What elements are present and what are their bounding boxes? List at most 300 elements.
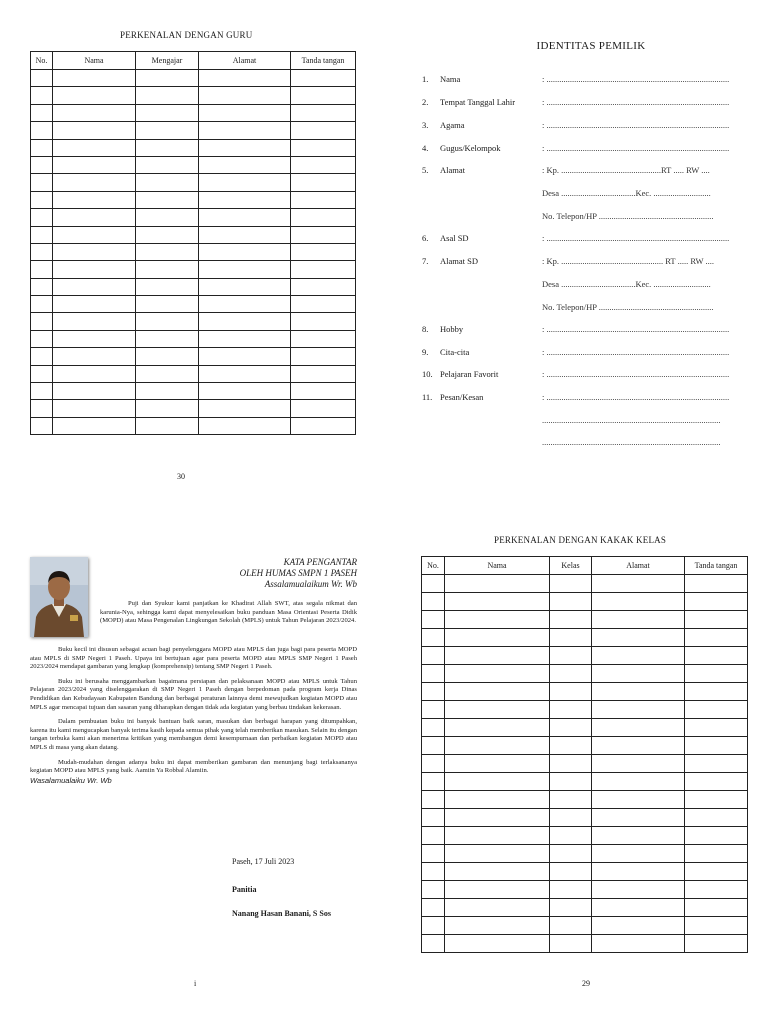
field-value-blank[interactable]: Desa ...................................Kec. ........................... (542, 188, 711, 198)
field-value-blank[interactable]: : Kp. ...............................................RT ..... RW .... (542, 165, 710, 175)
table-row (422, 593, 748, 611)
table-cell[interactable] (550, 683, 592, 701)
table-cell[interactable] (685, 575, 748, 593)
table-row (422, 647, 748, 665)
table-cell[interactable] (592, 575, 685, 593)
table-cell[interactable] (31, 278, 53, 295)
table-cell[interactable] (31, 139, 53, 156)
table-cell[interactable] (550, 845, 592, 863)
table-cell[interactable] (136, 278, 199, 295)
field-value-blank[interactable]: Desa ...................................Kec. ........................... (542, 279, 711, 289)
table-cell[interactable] (53, 313, 136, 330)
field-value-blank[interactable]: No. Telepon/HP ...................................................... (542, 302, 714, 312)
table-cell[interactable] (31, 348, 53, 365)
table-cell[interactable] (445, 809, 550, 827)
identity-field-row (422, 437, 748, 449)
place-date: Paseh, 17 Juli 2023 (232, 857, 295, 866)
table-cell[interactable] (592, 845, 685, 863)
table-cell[interactable] (291, 226, 356, 243)
table-cell[interactable] (550, 647, 592, 665)
table-cell[interactable] (592, 899, 685, 917)
table-cell[interactable] (291, 296, 356, 313)
table-cell[interactable] (422, 593, 445, 611)
table-cell[interactable] (445, 863, 550, 881)
guru-table (30, 51, 356, 435)
field-number: 11. (422, 392, 433, 402)
table-cell[interactable] (199, 226, 291, 243)
field-value-blank[interactable]: : ...................................................................................... (542, 74, 730, 84)
table-cell[interactable] (445, 755, 550, 773)
identity-field-row (422, 369, 748, 381)
table-cell[interactable] (422, 809, 445, 827)
table-cell[interactable] (445, 665, 550, 683)
table-row (31, 87, 356, 104)
table-cell[interactable] (53, 156, 136, 173)
identity-field-row (422, 233, 748, 245)
table-cell[interactable] (136, 122, 199, 139)
table-cell[interactable] (136, 296, 199, 313)
table-cell[interactable] (53, 191, 136, 208)
table-cell[interactable] (445, 719, 550, 737)
table-cell[interactable] (445, 935, 550, 953)
table-cell[interactable] (53, 383, 136, 400)
table-cell[interactable] (53, 226, 136, 243)
table-cell[interactable] (53, 122, 136, 139)
table-cell[interactable] (199, 243, 291, 260)
table-cell[interactable] (592, 611, 685, 629)
field-number: 1. (422, 74, 429, 84)
table-cell[interactable] (291, 417, 356, 434)
field-value-blank[interactable]: : ...................................................................................... (542, 392, 730, 402)
table-row (31, 330, 356, 347)
table-cell[interactable] (592, 827, 685, 845)
table-cell[interactable] (592, 935, 685, 953)
table-cell[interactable] (445, 899, 550, 917)
table-cell[interactable] (31, 156, 53, 173)
column-header-alamat: Alamat (199, 52, 291, 70)
table-cell[interactable] (550, 773, 592, 791)
table-cell[interactable] (31, 226, 53, 243)
table-cell[interactable] (31, 122, 53, 139)
field-value-blank[interactable]: : ...................................................................................... (542, 324, 730, 334)
table-cell[interactable] (550, 701, 592, 719)
table-cell[interactable] (685, 629, 748, 647)
foreword-greeting: Assalamualaikum Wr. Wb (264, 579, 357, 589)
table-cell[interactable] (592, 593, 685, 611)
table-cell[interactable] (291, 261, 356, 278)
table-cell[interactable] (31, 417, 53, 434)
table-cell[interactable] (53, 348, 136, 365)
foreword-paragraph-2: Buku kecil ini disusun sebagai acuan bagi penyelenggara MOPD atau MPLS dan juga bagi para peserta MOPD atau MPLS di SMP Negeri 1 Paseh. Upaya ini bertujuan agar para peserta MOPD atau MPLS SMP Negeri 1 Paseh 2023/2024 mendapat gambaran yang lengkap (komprehensip) tentang SMP Negeri 1 Paseh. (30, 646, 357, 671)
column-header-no: No. (422, 557, 445, 575)
table-cell[interactable] (592, 701, 685, 719)
table-cell[interactable] (53, 417, 136, 434)
column-header-mengajar: Mengajar (136, 52, 199, 70)
table-cell[interactable] (445, 737, 550, 755)
identity-field-row (422, 302, 748, 314)
table-cell[interactable] (199, 313, 291, 330)
table-cell[interactable] (592, 719, 685, 737)
table-cell[interactable] (592, 683, 685, 701)
table-cell[interactable] (592, 665, 685, 683)
identity-field-row (422, 165, 748, 177)
table-cell[interactable] (199, 122, 291, 139)
table-cell[interactable] (136, 139, 199, 156)
table-cell[interactable] (136, 104, 199, 121)
table-cell[interactable] (422, 575, 445, 593)
table-cell[interactable] (291, 313, 356, 330)
table-cell[interactable] (685, 719, 748, 737)
table-cell[interactable] (685, 737, 748, 755)
table-row (422, 791, 748, 809)
field-value-blank[interactable]: .................................................................................... (542, 415, 721, 425)
table-cell[interactable] (53, 104, 136, 121)
table-cell[interactable] (199, 330, 291, 347)
table-cell[interactable] (53, 296, 136, 313)
identity-field-row (422, 143, 748, 155)
table-cell[interactable] (550, 593, 592, 611)
table-cell[interactable] (422, 683, 445, 701)
table-cell[interactable] (53, 174, 136, 191)
table-row (422, 809, 748, 827)
table-row (422, 683, 748, 701)
table-row (422, 845, 748, 863)
foreword-header (100, 557, 357, 590)
table-cell[interactable] (685, 881, 748, 899)
table-cell[interactable] (291, 278, 356, 295)
table-cell[interactable] (445, 827, 550, 845)
table-row (31, 296, 356, 313)
table-cell[interactable] (136, 191, 199, 208)
table-cell[interactable] (445, 917, 550, 935)
table-cell[interactable] (445, 773, 550, 791)
table-cell[interactable] (53, 400, 136, 417)
table-cell[interactable] (53, 278, 136, 295)
table-cell[interactable] (685, 755, 748, 773)
table-row (31, 400, 356, 417)
committee-label: Panitia (232, 885, 257, 894)
table-cell[interactable] (592, 755, 685, 773)
identity-title: IDENTITAS PEMILIK (536, 40, 646, 52)
table-cell[interactable] (445, 791, 550, 809)
identity-field-row (422, 347, 748, 359)
table-cell[interactable] (31, 261, 53, 278)
table-cell[interactable] (422, 773, 445, 791)
field-label: Pelajaran Favorit (440, 369, 499, 379)
table-cell[interactable] (53, 70, 136, 87)
table-cell[interactable] (199, 400, 291, 417)
field-number: 3. (422, 120, 429, 130)
table-cell[interactable] (199, 191, 291, 208)
table-cell[interactable] (199, 104, 291, 121)
table-cell[interactable] (136, 365, 199, 382)
table-cell[interactable] (550, 575, 592, 593)
table-cell[interactable] (445, 629, 550, 647)
table-cell[interactable] (445, 845, 550, 863)
table-cell[interactable] (685, 899, 748, 917)
table-cell[interactable] (53, 330, 136, 347)
table-cell[interactable] (291, 156, 356, 173)
table-row (422, 575, 748, 593)
table-cell[interactable] (422, 647, 445, 665)
field-value-blank[interactable]: : ...................................................................................... (542, 120, 730, 130)
table-cell[interactable] (136, 87, 199, 104)
table-cell[interactable] (550, 827, 592, 845)
table-cell[interactable] (31, 70, 53, 87)
table-cell[interactable] (31, 209, 53, 226)
table-cell[interactable] (136, 383, 199, 400)
table-cell[interactable] (53, 209, 136, 226)
table-cell[interactable] (199, 70, 291, 87)
table-cell[interactable] (199, 261, 291, 278)
table-cell[interactable] (685, 593, 748, 611)
table-cell[interactable] (685, 647, 748, 665)
foreword-paragraph-4: Dalam pembuatan buku ini banyak bantuan baik saran, masukan dan berbagai harapan yang ditumpahkan, karena itu kami mengucapkan banyak terima kasih kepada semua pihak yang telah memberikan masukan. Selain itu dengan tangan terbuka kami akan menerima kritikan yang membangun demi kesempurnaan dan perbaikan kegiatan MOPD atau MPLS di masa yang akan datang. (30, 718, 357, 751)
table-cell[interactable] (291, 365, 356, 382)
table-cell[interactable] (199, 296, 291, 313)
table-cell[interactable] (592, 917, 685, 935)
table-cell[interactable] (550, 737, 592, 755)
table-cell[interactable] (422, 665, 445, 683)
table-cell[interactable] (199, 156, 291, 173)
table-cell[interactable] (31, 104, 53, 121)
table-cell[interactable] (422, 881, 445, 899)
table-cell[interactable] (136, 209, 199, 226)
table-cell[interactable] (136, 70, 199, 87)
table-cell[interactable] (550, 791, 592, 809)
table-cell[interactable] (31, 400, 53, 417)
table-cell[interactable] (199, 417, 291, 434)
table-cell[interactable] (550, 881, 592, 899)
field-value-blank[interactable]: : ...................................................................................... (542, 233, 730, 243)
field-number: 5. (422, 165, 429, 175)
table-cell[interactable] (291, 400, 356, 417)
table-cell[interactable] (422, 935, 445, 953)
table-cell[interactable] (550, 719, 592, 737)
table-cell[interactable] (136, 313, 199, 330)
field-value-blank[interactable]: .................................................................................... (542, 437, 721, 447)
table-cell[interactable] (291, 383, 356, 400)
table-cell[interactable] (685, 917, 748, 935)
table-cell[interactable] (550, 809, 592, 827)
table-row (31, 278, 356, 295)
table-row (422, 917, 748, 935)
field-label: Cita-cita (440, 347, 470, 357)
table-cell[interactable] (199, 278, 291, 295)
table-cell[interactable] (592, 881, 685, 899)
table-cell[interactable] (291, 348, 356, 365)
signatory-name: Nanang Hasan Banani, S Sos (232, 909, 331, 918)
table-row (422, 755, 748, 773)
table-cell[interactable] (136, 243, 199, 260)
table-cell[interactable] (685, 701, 748, 719)
field-value-blank[interactable]: : ...................................................................................... (542, 347, 730, 357)
field-label: Alamat (440, 165, 466, 175)
table-cell[interactable] (445, 575, 550, 593)
table-cell[interactable] (291, 330, 356, 347)
table-cell[interactable] (199, 139, 291, 156)
table-cell[interactable] (422, 629, 445, 647)
table-cell[interactable] (685, 845, 748, 863)
table-cell[interactable] (592, 863, 685, 881)
table-cell[interactable] (136, 156, 199, 173)
table-cell[interactable] (550, 611, 592, 629)
table-row (31, 261, 356, 278)
table-cell[interactable] (685, 665, 748, 683)
kakak-section-title: PERKENALAN DENGAN KAKAK KELAS (494, 535, 667, 545)
table-cell[interactable] (685, 773, 748, 791)
foreword-subtitle: OLEH HUMAS SMPN 1 PASEH (239, 568, 357, 578)
table-cell[interactable] (592, 791, 685, 809)
table-cell[interactable] (445, 611, 550, 629)
table-cell[interactable] (136, 174, 199, 191)
table-cell[interactable] (685, 827, 748, 845)
table-cell[interactable] (291, 174, 356, 191)
table-cell[interactable] (136, 348, 199, 365)
foreword-body (30, 646, 357, 785)
field-value-blank[interactable]: : ...................................................................................... (542, 97, 730, 107)
identity-field-row (422, 256, 748, 268)
field-number: 8. (422, 324, 429, 334)
table-cell[interactable] (136, 226, 199, 243)
table-cell[interactable] (422, 863, 445, 881)
table-cell[interactable] (550, 863, 592, 881)
table-cell[interactable] (550, 899, 592, 917)
table-cell[interactable] (136, 417, 199, 434)
table-cell[interactable] (199, 383, 291, 400)
table-cell[interactable] (53, 243, 136, 260)
table-row (422, 737, 748, 755)
table-cell[interactable] (291, 70, 356, 87)
table-cell[interactable] (422, 827, 445, 845)
table-row (422, 665, 748, 683)
field-label: Gugus/Kelompok (440, 143, 501, 153)
table-cell[interactable] (31, 365, 53, 382)
table-cell[interactable] (422, 845, 445, 863)
table-cell[interactable] (422, 917, 445, 935)
foreword-paragraph-5: Mudah-mudahan dengan adanya buku ini dapat memberikan gambaran dan menunjang bagi terlaksananya kegiatan MOPD atau MPLS yang baik. Aamiin Ya Robbal Alamiin. (30, 758, 357, 775)
identity-form (420, 40, 750, 52)
table-cell[interactable] (550, 935, 592, 953)
foreword-closing: Wasalamualaiku Wr. Wb (30, 775, 112, 785)
field-value-blank[interactable]: : ...................................................................................... (542, 143, 730, 153)
page-number-29: 29 (582, 979, 590, 988)
table-cell[interactable] (291, 243, 356, 260)
table-cell[interactable] (685, 611, 748, 629)
table-row (31, 383, 356, 400)
table-cell[interactable] (136, 330, 199, 347)
table-cell[interactable] (592, 629, 685, 647)
table-cell[interactable] (422, 899, 445, 917)
table-cell[interactable] (422, 755, 445, 773)
table-cell[interactable] (550, 755, 592, 773)
field-value-blank[interactable]: : ...................................................................................... (542, 369, 730, 379)
identity-field-row (422, 324, 748, 336)
table-row (31, 417, 356, 434)
table-row (31, 226, 356, 243)
table-cell[interactable] (445, 701, 550, 719)
table-cell[interactable] (31, 330, 53, 347)
field-number: 6. (422, 233, 429, 243)
table-cell[interactable] (422, 791, 445, 809)
table-cell[interactable] (291, 122, 356, 139)
table-cell[interactable] (291, 191, 356, 208)
table-cell[interactable] (550, 917, 592, 935)
table-cell[interactable] (53, 139, 136, 156)
table-cell[interactable] (685, 683, 748, 701)
table-row (422, 863, 748, 881)
table-cell[interactable] (53, 87, 136, 104)
table-cell[interactable] (445, 683, 550, 701)
table-cell[interactable] (31, 87, 53, 104)
table-cell[interactable] (31, 191, 53, 208)
field-label: Pesan/Kesan (440, 392, 484, 402)
table-cell[interactable] (31, 243, 53, 260)
field-value-blank[interactable]: No. Telepon/HP ...................................................... (542, 211, 714, 221)
table-cell[interactable] (199, 87, 291, 104)
table-cell[interactable] (685, 863, 748, 881)
field-label: Asal SD (440, 233, 469, 243)
author-photo (30, 557, 88, 637)
table-cell[interactable] (136, 261, 199, 278)
table-cell[interactable] (550, 629, 592, 647)
field-value-blank[interactable]: : Kp. ................................................ RT ..... RW .... (542, 256, 715, 266)
table-cell[interactable] (31, 174, 53, 191)
table-cell[interactable] (422, 701, 445, 719)
table-cell[interactable] (685, 791, 748, 809)
table-cell[interactable] (445, 593, 550, 611)
table-row (422, 701, 748, 719)
table-row (31, 191, 356, 208)
table-cell[interactable] (199, 348, 291, 365)
table-cell[interactable] (53, 365, 136, 382)
table-cell[interactable] (550, 665, 592, 683)
table-row (31, 70, 356, 87)
table-cell[interactable] (136, 400, 199, 417)
table-row (31, 348, 356, 365)
table-cell[interactable] (592, 737, 685, 755)
table-cell[interactable] (592, 809, 685, 827)
table-cell[interactable] (422, 737, 445, 755)
table-cell[interactable] (31, 313, 53, 330)
field-label: Nama (440, 74, 461, 84)
table-cell[interactable] (291, 104, 356, 121)
table-cell[interactable] (422, 719, 445, 737)
field-label: Tempat Tanggal Lahir (440, 97, 516, 107)
table-cell[interactable] (291, 209, 356, 226)
table-cell[interactable] (53, 261, 136, 278)
table-cell[interactable] (291, 87, 356, 104)
table-cell[interactable] (199, 209, 291, 226)
table-cell[interactable] (31, 383, 53, 400)
table-cell[interactable] (445, 881, 550, 899)
table-cell[interactable] (31, 296, 53, 313)
foreword-title: KATA PENGANTAR (283, 557, 357, 567)
identity-field-row (422, 120, 748, 132)
table-row (422, 827, 748, 845)
table-cell[interactable] (685, 935, 748, 953)
table-cell[interactable] (199, 174, 291, 191)
table-cell[interactable] (199, 365, 291, 382)
table-cell[interactable] (685, 809, 748, 827)
table-cell[interactable] (422, 611, 445, 629)
table-cell[interactable] (291, 139, 356, 156)
table-cell[interactable] (592, 647, 685, 665)
page-number-i: i (194, 979, 197, 988)
table-cell[interactable] (445, 647, 550, 665)
table-cell[interactable] (592, 773, 685, 791)
table-row (422, 899, 748, 917)
